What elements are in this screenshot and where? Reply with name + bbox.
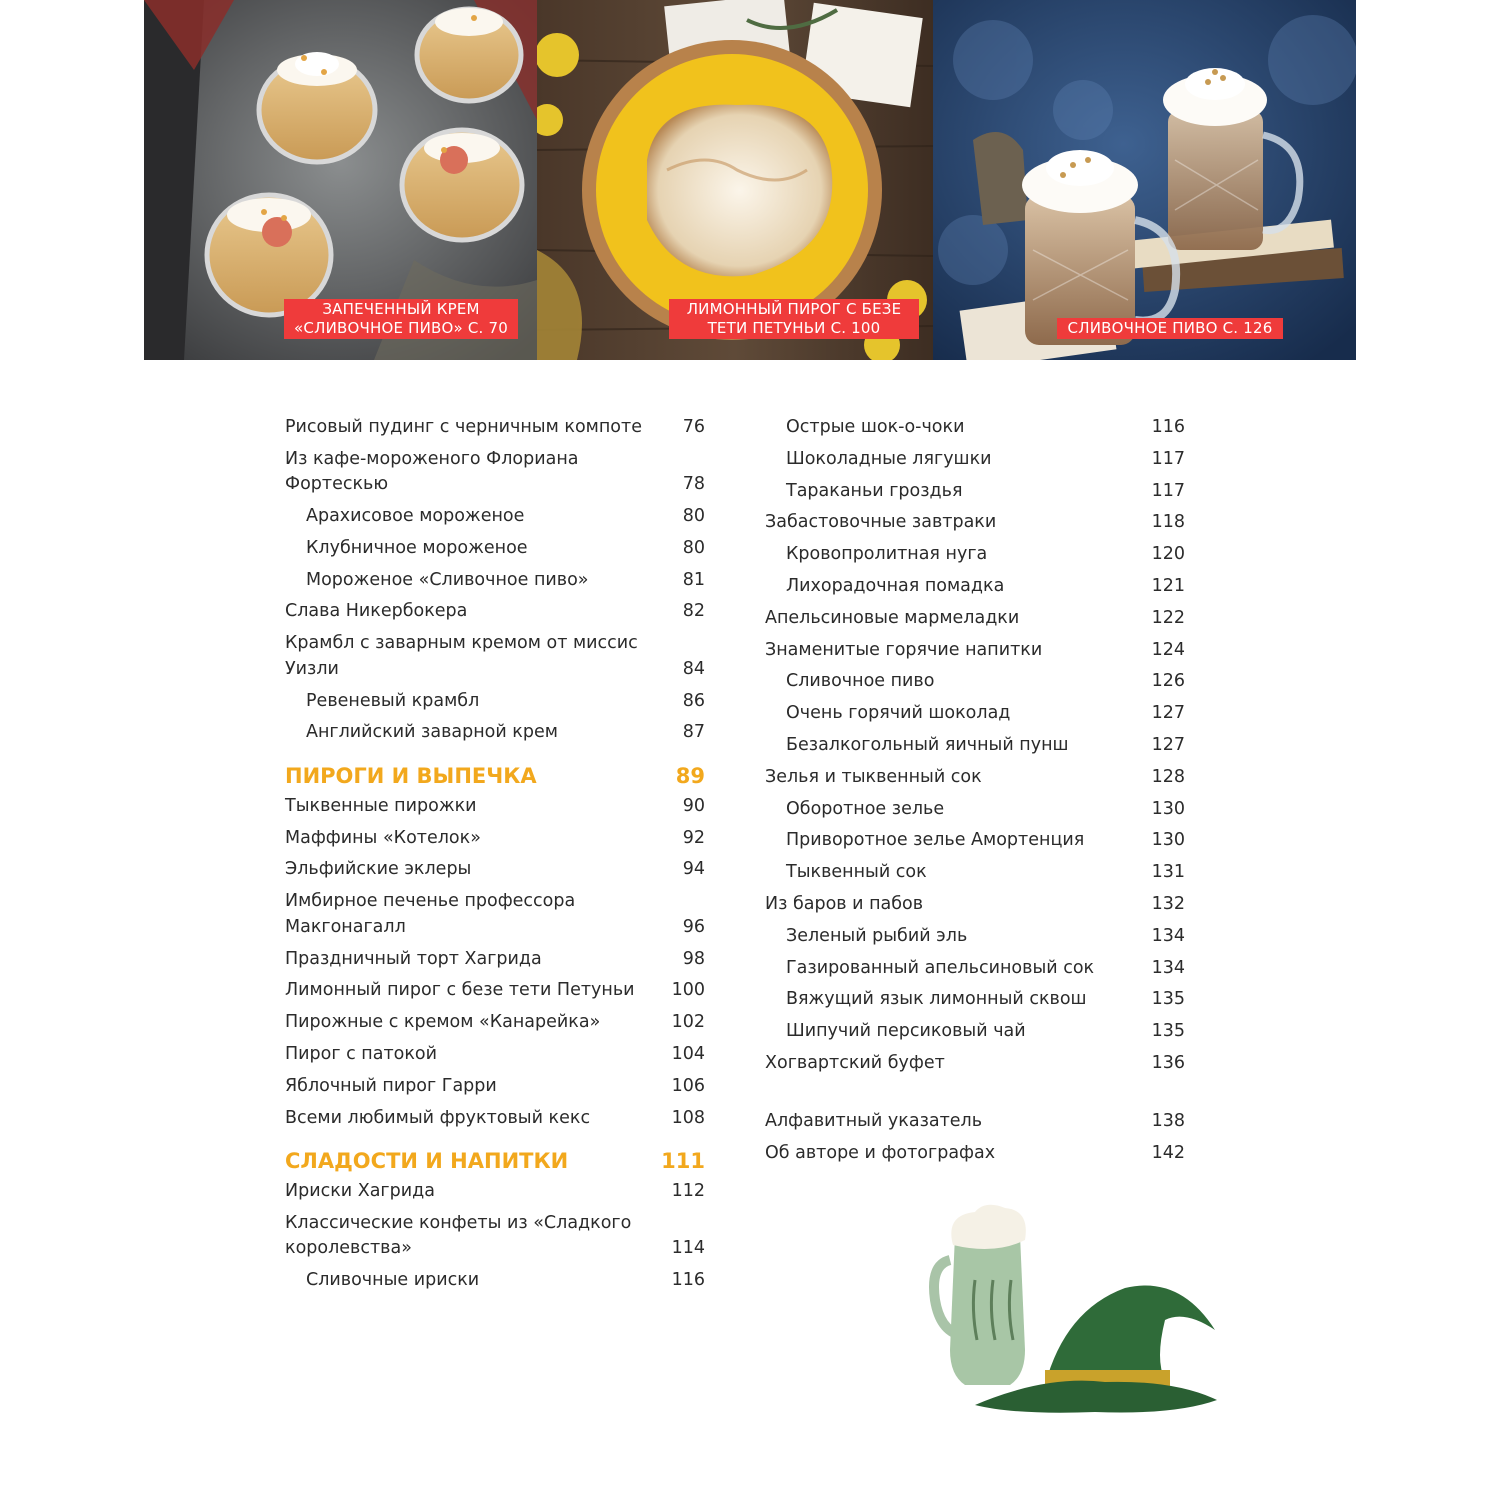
toc-section-heading[interactable] <box>285 1147 705 1175</box>
toc-entry-title: Мороженое «Сливочное пиво» <box>306 569 589 590</box>
toc-entry-title: Шипучий персиковый чай <box>786 1021 1026 1042</box>
toc-entry-page: 120 <box>1151 544 1185 565</box>
toc-entry-page: 138 <box>1151 1110 1185 1131</box>
toc-entry[interactable] <box>765 606 1185 632</box>
toc-entry-title: Зелья и тыквенный сок <box>765 766 982 787</box>
toc-entry-page: 121 <box>1151 575 1185 596</box>
toc-entry[interactable] <box>285 857 705 883</box>
toc-entry[interactable] <box>765 542 1185 568</box>
toc-entry-title: Вяжущий язык лимонный сквош <box>786 989 1087 1010</box>
mug-and-witch-hat-illustration-icon <box>925 1200 1225 1430</box>
toc-entry-title: Всеми любимый фруктовый кекс <box>285 1107 591 1128</box>
caption-line: ЛИМОННЫЙ ПИРОГ С БЕЗЕ <box>686 300 902 318</box>
toc-entry[interactable] <box>285 1211 705 1262</box>
toc-entry-title: Лимонный пирог с безе тети Петуньи <box>285 980 635 1001</box>
toc-entry[interactable] <box>285 1106 705 1132</box>
toc-spacer <box>765 1083 1185 1109</box>
toc-entry-page: 78 <box>682 474 705 495</box>
toc-entry-page: 116 <box>671 1270 705 1291</box>
toc-entry-page: 134 <box>1151 957 1185 978</box>
toc-entry-page: 135 <box>1151 1021 1185 1042</box>
toc-entry[interactable] <box>285 568 705 594</box>
toc-entry[interactable] <box>765 638 1185 664</box>
toc-entry-title: Сливочное пиво <box>786 671 935 692</box>
toc-entry-page: 81 <box>682 569 705 590</box>
toc-entry[interactable] <box>765 447 1185 473</box>
toc-entry[interactable] <box>285 536 705 562</box>
toc-entry-title: Праздничный торт Хагрида <box>285 948 542 969</box>
toc-entry[interactable] <box>285 1074 705 1100</box>
toc-entry-title: Шоколадные лягушки <box>786 448 992 469</box>
toc-entry[interactable] <box>285 415 705 441</box>
toc-entry-title: Приворотное зелье Амортенция <box>786 830 1085 851</box>
toc-entry-page: 90 <box>682 795 705 816</box>
photo-custard-jars <box>144 0 537 360</box>
toc-entry-page: 104 <box>671 1043 705 1064</box>
toc-entry[interactable] <box>285 889 705 940</box>
toc-entry[interactable] <box>765 479 1185 505</box>
toc-entry-title: Оборотное зелье <box>786 798 945 819</box>
toc-entry-title: Маффины «Котелок» <box>285 827 481 848</box>
toc-entry-page: 142 <box>1151 1142 1185 1163</box>
toc-entry-title: Английский заварной крем <box>306 722 558 743</box>
caption-line: ЗАПЕЧЕННЫЙ КРЕМ <box>322 300 480 318</box>
toc-column-right <box>765 415 1185 1172</box>
toc-entry-page: 135 <box>1151 989 1185 1010</box>
toc-entry-title: Кровопролитная нуга <box>786 544 988 565</box>
toc-entry-page: 102 <box>671 1012 705 1033</box>
toc-entry[interactable] <box>765 924 1185 950</box>
toc-entry-title: Имбирное печенье профессора Макгонагалл <box>285 891 576 937</box>
toc-entry-page: 122 <box>1151 607 1185 628</box>
toc-entry[interactable] <box>285 1010 705 1036</box>
toc-entry-page: 136 <box>1151 1052 1185 1073</box>
toc-entry[interactable] <box>765 701 1185 727</box>
toc-entry[interactable] <box>765 574 1185 600</box>
toc-entry-page: 98 <box>682 948 705 969</box>
toc-entry-title: Арахисовое мороженое <box>306 506 525 527</box>
toc-entry-title: Сливочные ириски <box>306 1270 480 1291</box>
toc-entry[interactable] <box>285 947 705 973</box>
toc-entry[interactable] <box>285 1042 705 1068</box>
toc-entry-title: Газированный апельсиновый сок <box>786 957 1095 978</box>
toc-entry-page: 87 <box>682 722 705 743</box>
toc-entry[interactable] <box>285 1268 705 1294</box>
toc-entry[interactable] <box>285 1179 705 1205</box>
toc-entry-page: 112 <box>671 1181 705 1202</box>
toc-entry[interactable] <box>765 733 1185 759</box>
toc-entry-page: 128 <box>1151 766 1185 787</box>
photo-caption-1 <box>284 299 518 339</box>
toc-entry-page: 86 <box>682 690 705 711</box>
toc-entry-page: 124 <box>1151 639 1185 660</box>
toc-entry-page: 82 <box>682 601 705 622</box>
toc-entry-page: 117 <box>1151 480 1185 501</box>
toc-entry-title: Хогвартский буфет <box>765 1052 945 1073</box>
toc-entry[interactable] <box>285 978 705 1004</box>
toc-entry[interactable] <box>285 599 705 625</box>
toc-entry[interactable] <box>765 797 1185 823</box>
toc-entry-page: 111 <box>661 1149 705 1174</box>
toc-entry[interactable] <box>765 828 1185 854</box>
caption-line: ТЕТИ ПЕТУНЬИ С. 100 <box>707 319 881 337</box>
toc-entry-title: Из кафе-мороженого Флориана Фортескью <box>285 448 579 495</box>
toc-entry-title: Очень горячий шоколад <box>786 703 1011 724</box>
toc-entry-page: 118 <box>1151 512 1185 533</box>
toc-entry-page: 130 <box>1151 830 1185 851</box>
toc-entry[interactable] <box>765 1019 1185 1045</box>
toc-entry-page: 92 <box>682 827 705 848</box>
toc-entry[interactable] <box>765 510 1185 536</box>
toc-entry-page: 127 <box>1151 734 1185 755</box>
toc-entry-title: Крамбл с заварным кремом от миссис Уизли <box>285 633 638 679</box>
toc-entry-page: 80 <box>682 537 705 558</box>
toc-entry-title: Клубничное мороженое <box>306 537 528 558</box>
butterbeer-mugs-photo-icon <box>933 0 1356 360</box>
toc-entry-page: 127 <box>1151 703 1185 724</box>
caption-line: «СЛИВОЧНОЕ ПИВО» С. 70 <box>294 319 508 337</box>
toc-entry-page: 116 <box>1151 417 1185 437</box>
photo-caption-3 <box>1057 318 1283 339</box>
toc-entry-title: Рисовый пудинг с черничным компоте <box>285 417 642 437</box>
toc-entry-title: Тыквенные пирожки <box>285 795 477 816</box>
toc-entry-title: Знаменитые горячие напитки <box>765 639 1043 660</box>
toc-entry-page: 126 <box>1151 671 1185 692</box>
toc-entry-title: Забастовочные завтраки <box>765 512 997 533</box>
toc-entry-title: Пирожные с кремом «Канарейка» <box>285 1012 601 1033</box>
toc-entry-title: Апельсиновые мармеладки <box>765 607 1020 628</box>
toc-entry-page: 117 <box>1151 448 1185 469</box>
toc-entry-title: Об авторе и фотографах <box>765 1142 996 1163</box>
toc-entry-title: Безалкогольный яичный пунш <box>786 734 1069 755</box>
toc-entry-page: 106 <box>671 1075 705 1096</box>
toc-entry-title: Тараканьи гроздья <box>786 480 963 501</box>
caption-line: СЛИВОЧНОЕ ПИВО С. 126 <box>1067 319 1273 337</box>
toc-entry[interactable] <box>765 669 1185 695</box>
toc-entry-title: СЛАДОСТИ И НАПИТКИ <box>285 1149 569 1174</box>
toc-entry-title: Острые шок-о-чоки <box>786 417 965 437</box>
toc-entry[interactable] <box>285 447 705 498</box>
toc-entry-page: 132 <box>1151 893 1185 914</box>
toc-entry-title: Яблочный пирог Гарри <box>285 1075 497 1096</box>
toc-entry-title: Из баров и пабов <box>765 893 924 914</box>
toc-entry-title: Ревеневый крамбл <box>306 690 480 711</box>
toc-entry-page: 130 <box>1151 798 1185 819</box>
toc-entry[interactable] <box>765 956 1185 982</box>
toc-entry[interactable] <box>765 765 1185 791</box>
toc-entry-page: 84 <box>682 658 705 679</box>
toc-entry-title: Эльфийские эклеры <box>285 859 472 880</box>
toc-entry-title: Лихорадочная помадка <box>786 575 1005 596</box>
toc-entry-page: 96 <box>682 916 705 937</box>
toc-entry[interactable] <box>765 1051 1185 1077</box>
toc-entry-page: 76 <box>682 417 705 437</box>
photo-caption-2 <box>669 299 919 339</box>
toc-entry-page: 80 <box>682 506 705 527</box>
toc-entry-title: Ириски Хагрида <box>285 1181 435 1202</box>
photo-butterbeer <box>933 0 1356 360</box>
toc-entry[interactable] <box>765 892 1185 918</box>
photo-strip <box>144 0 1356 360</box>
toc-entry[interactable] <box>765 1141 1185 1167</box>
toc-entry-title: Алфавитный указатель <box>765 1110 983 1131</box>
toc-entry-title: Слава Никербокера <box>285 601 468 622</box>
toc-entry[interactable] <box>285 720 705 746</box>
toc-entry-page: 100 <box>671 980 705 1001</box>
toc-entry[interactable] <box>285 826 705 852</box>
toc-section-heading[interactable] <box>285 762 705 790</box>
toc-entry-title: Классические конфеты из «Сладкого королевства» <box>285 1212 632 1259</box>
toc-entry[interactable] <box>285 504 705 530</box>
toc-entry-page: 89 <box>675 763 705 788</box>
toc-entry-title: ПИРОГИ И ВЫПЕЧКА <box>285 763 537 788</box>
toc-entry[interactable] <box>765 860 1185 886</box>
toc-entry-title: Пирог с патокой <box>285 1043 438 1064</box>
toc-column-left <box>285 415 705 1300</box>
toc-entry-page: 114 <box>671 1238 705 1259</box>
toc-entry[interactable] <box>765 987 1185 1013</box>
toc-entry[interactable] <box>285 794 705 820</box>
toc-entry-title: Зеленый рыбий эль <box>786 925 968 946</box>
toc-entry[interactable] <box>285 689 705 715</box>
toc-entry-page: 131 <box>1151 862 1185 883</box>
toc-entry-page: 94 <box>682 859 705 880</box>
photo-lemon-pie <box>537 0 933 360</box>
toc-entry-title: Тыквенный сок <box>786 862 927 883</box>
toc-entry-page: 108 <box>671 1107 705 1128</box>
toc-entry[interactable] <box>285 631 705 682</box>
toc-entry[interactable] <box>765 415 1185 441</box>
toc-entry-page: 134 <box>1151 925 1185 946</box>
toc-entry[interactable] <box>765 1109 1185 1135</box>
